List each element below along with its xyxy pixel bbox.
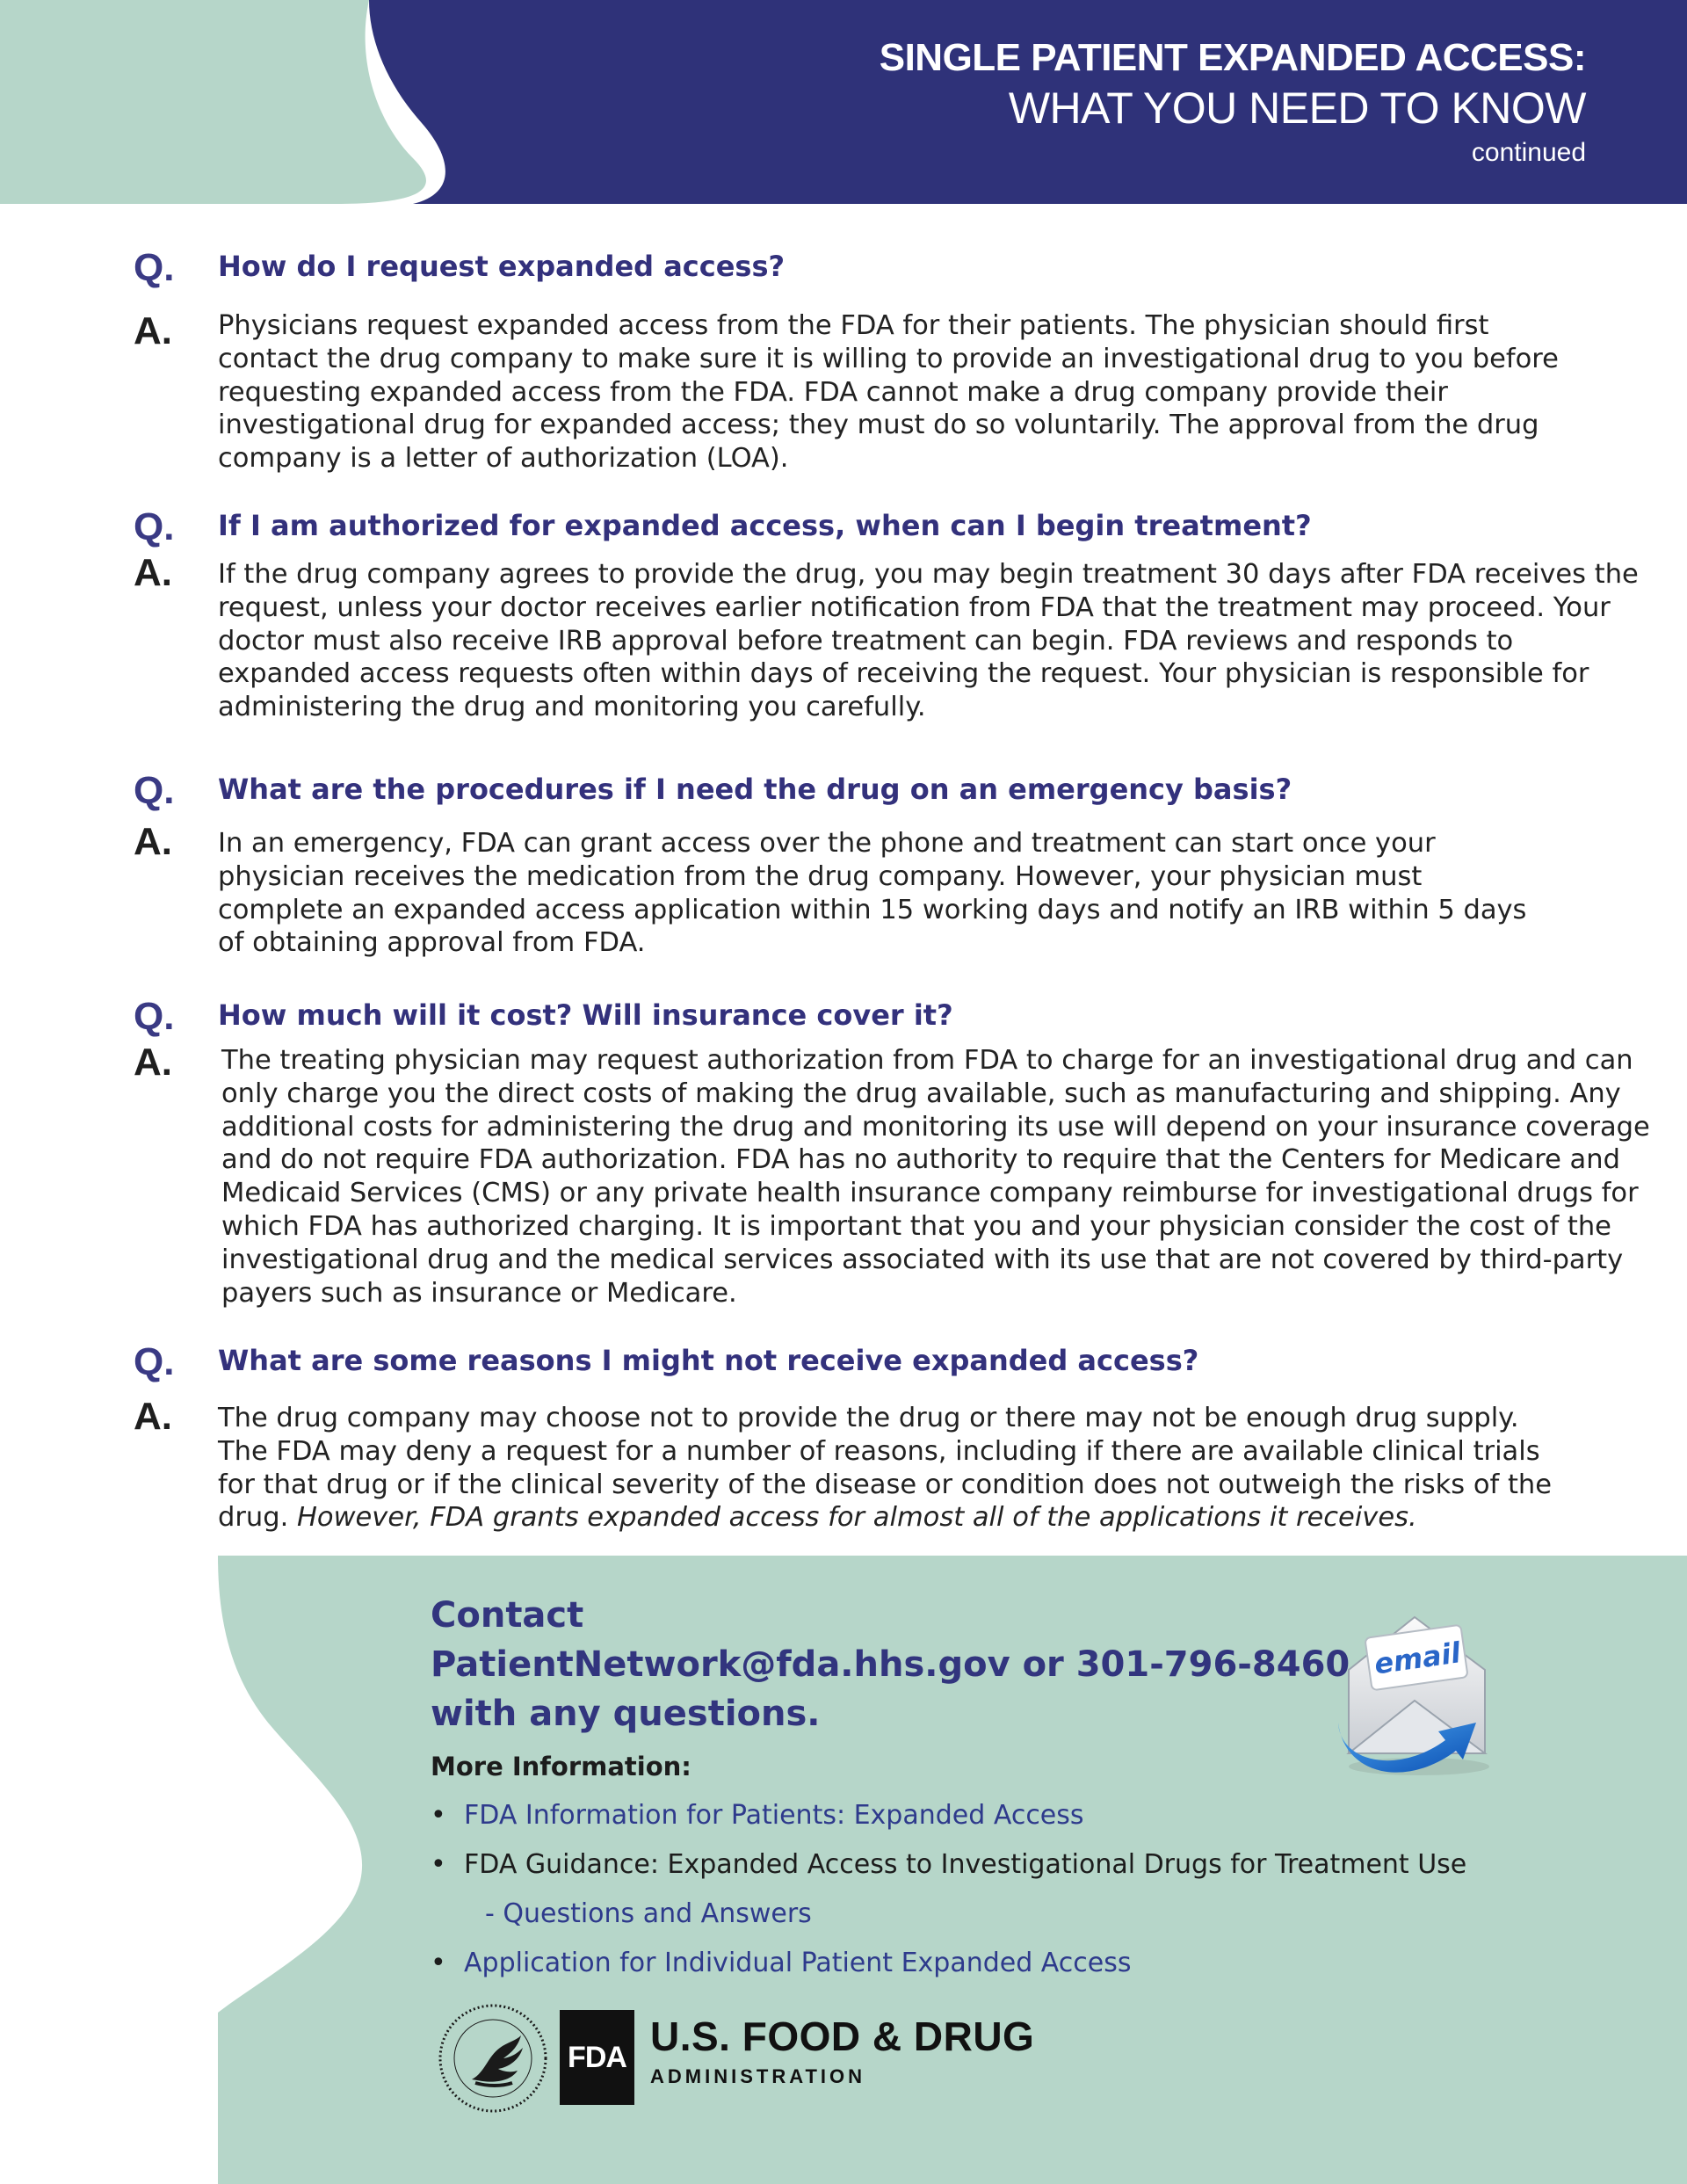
fda-wordmark [650, 2014, 1034, 2088]
question-text: How much will it cost? Will insurance cover it? [218, 998, 953, 1032]
guidance-title: FDA Guidance: Expanded Access to Investigational Drugs for Treatment Use [464, 1849, 1467, 1880]
a-marker: A. [134, 551, 172, 594]
answer-text: Physicians request expanded access from the FDA for their patients. The physician should first contact the drug company to make sure it is willing to provide an investigational drug to you before requesting expanded access from the FDA. FDA cannot make a drug company provide their investigational drug for expanded access; they must do so voluntarily. The approval from the drug company is a letter of authorization (LOA). [218, 310, 1559, 475]
a-marker: A. [134, 309, 172, 352]
more-info-list [431, 1791, 1466, 1988]
header-title-block [880, 33, 1586, 169]
bullet-icon: • [431, 1948, 446, 1978]
answer-text: The treating physician may request authorization from FDA to charge for an investigational drug and can only charge you the direct costs of making the drug available, such as manufacturing and shipping. Any additional costs for administering the drug and monitoring its use will depend on your insurance coverage and do not require FDA authorization. FDA has no authority to require that the Centers for Medicare and Medicaid Services (CMS) or any private health insurance company reimburse for investigational drugs for which FDA has authorized charging. It is important that you and your physician consider the cost of the investigational drug and the medical services associated with its use that are not covered by third-party payers such as insurance or Medicare. [221, 1045, 1650, 1309]
question-text: What are some reasons I might not receive expanded access? [218, 1344, 1199, 1377]
more-info-item[interactable] [431, 1890, 1466, 1939]
more-info-item[interactable] [431, 1939, 1466, 1988]
a-marker: A. [134, 1041, 172, 1084]
contact-closing: with any questions. [431, 1694, 821, 1734]
answer-main: The drug company may choose not to provide the drug or there may not be enough drug supply. The FDA may deny a request for a number of reasons, including if there are available clinical trials for that drug or if the clinical severity of the disease or condition does not outweigh the risks of the drug. [218, 1403, 1553, 1534]
question-text: If I am authorized for expanded access, when can I begin treatment? [218, 509, 1312, 542]
contact-heading: Contact [431, 1595, 584, 1636]
more-info-item[interactable] [431, 1840, 1466, 1890]
header-subtitle: WHAT YOU NEED TO KNOW [1008, 83, 1586, 133]
more-info-title: More Information: [431, 1752, 691, 1781]
q-marker: Q. [134, 1340, 175, 1383]
answer-text: If the drug company agrees to provide the drug, you may begin treatment 30 days after FDA receives the request, unless your doctor receives earlier notification from FDA that the treatment may proceed. Your doctor must also receive IRB approval before treatment can begin. FDA reviews and responds to expanded access requests often within days of receiving the request. Your physician is responsible for administering the drug and monitoring you carefully. [218, 559, 1639, 723]
question-text: What are the procedures if I need the drug on an emergency basis? [218, 773, 1292, 806]
answer-text [218, 1402, 1558, 1535]
answer-text: In an emergency, FDA can grant access over the phone and treatment can start once your physician receives the medication from the drug company. However, your physician must complete an expanded access application within 15 working days and notify an IRB within 5 days of obtaining approval from FDA. [218, 828, 1527, 959]
contact-email-phone[interactable]: PatientNetwork@fda.hhs.gov or 301-796-8460 [431, 1644, 1350, 1685]
link-patients-expanded-access[interactable]: FDA Information for Patients: Expanded Access [464, 1800, 1084, 1831]
a-marker: A. [134, 1395, 172, 1438]
header-title: SINGLE PATIENT EXPANDED ACCESS: [879, 36, 1586, 79]
fda-agency-name: U.S. FOOD & DRUG [650, 2013, 1035, 2059]
a-marker: A. [134, 820, 172, 863]
fda-logo-box: FDA [560, 2010, 634, 2105]
email-icon [1322, 1600, 1507, 1784]
contact-block [431, 1591, 1350, 1738]
bullet-icon: • [431, 1800, 446, 1831]
svg-text:email: email [1372, 1636, 1463, 1681]
question-text: How do I request expanded access? [218, 250, 786, 283]
header-continued: continued [1471, 138, 1586, 167]
hhs-seal-icon [437, 2002, 549, 2115]
bullet-icon: • [431, 1849, 446, 1880]
link-questions-answers[interactable]: - Questions and Answers [485, 1898, 812, 1929]
link-individual-patient-application[interactable]: Application for Individual Patient Expanded Access [464, 1948, 1132, 1978]
q-marker: Q. [134, 246, 175, 289]
more-info-item[interactable] [431, 1791, 1466, 1840]
answer-italic: However, FDA grants expanded access for almost all of the applications it receives. [297, 1502, 1417, 1534]
q-marker: Q. [134, 505, 175, 548]
q-marker: Q. [134, 769, 175, 812]
fda-agency-sub: ADMINISTRATION [650, 2065, 866, 2087]
q-marker: Q. [134, 995, 175, 1038]
